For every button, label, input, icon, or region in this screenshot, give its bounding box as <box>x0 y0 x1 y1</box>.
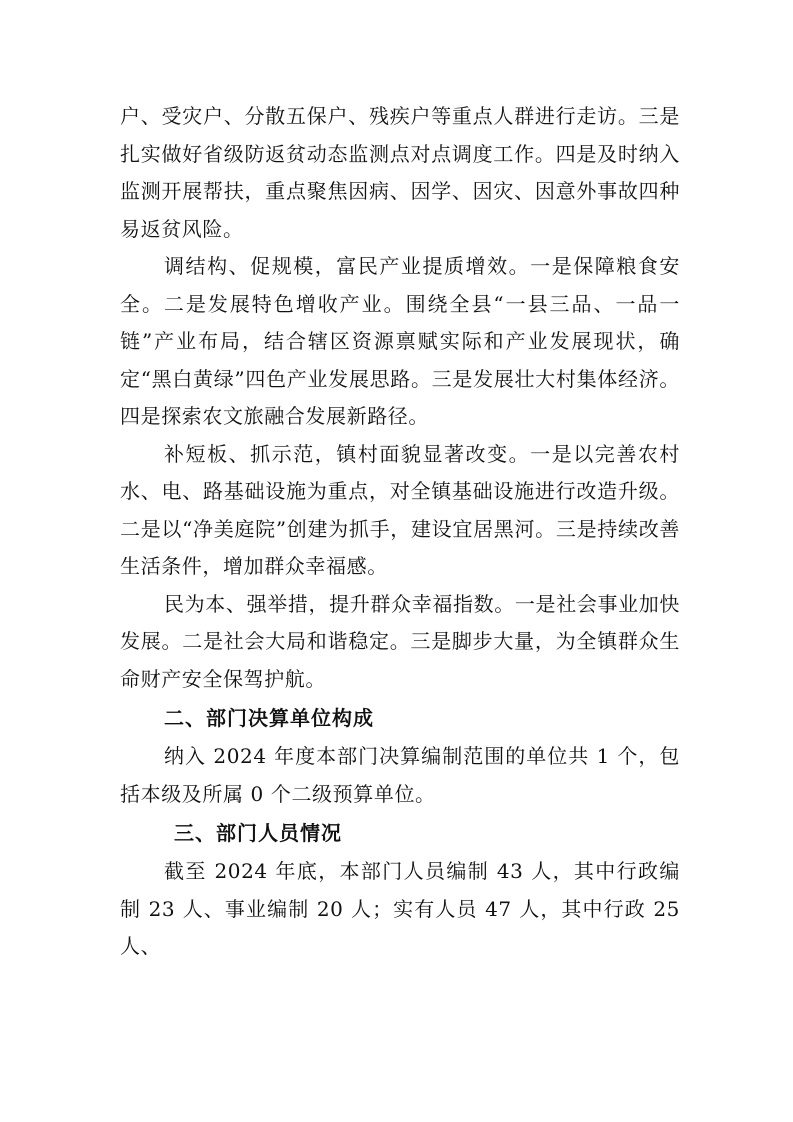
document-page <box>120 98 680 966</box>
paragraph-unit-composition: 纳入 2024 年度本部门决算编制范围的单位共 1 个，包括本级及所属 0 个二级预算单位。 <box>120 744 680 806</box>
section-heading-staffing: 三、部门人员情况 <box>174 821 342 845</box>
paragraph-poverty-monitoring: 户、受灾户、分散五保户、残疾户等重点人群进行走访。三是扎实做好省级防返贫动态监测点对点调度工作。四是及时纳入监测开展帮扶，重点聚焦因病、因学、因灾、因意外事故四种易返贫风险。 <box>120 104 680 241</box>
paragraph-industry: 调结构、促规模，富民产业提质增效。一是保障粮食安全。二是发展特色增收产业。围绕全县“一县三品、一品一链”产业布局，结合辖区资源禀赋实际和产业发展现状，确定“黑白黄绿”四色产业发展思路。三是发展壮大村集体经济。四是探索农文旅融合发展新路径。 <box>120 254 680 428</box>
paragraph-livelihood: 民为本、强举措，提升群众幸福指数。一是社会事业加快发展。二是社会大局和谐稳定。三是脚步大量，为全镇群众生命财产安全保驾护航。 <box>120 591 680 691</box>
paragraph-staffing: 截至 2024 年底，本部门人员编制 43 人，其中行政编制 23 人、事业编制 20 人；实有人员 47 人，其中行政 25 人、 <box>120 859 680 958</box>
paragraph-infrastructure: 补短板、抓示范，镇村面貌显著改变。一是以完善农村水、电、路基础设施为重点，对全镇基础设施进行改造升级。二是以“净美庭院”创建为抓手，建设宜居黑河。三是持续改善生活条件，增加群众幸福感。 <box>120 441 680 578</box>
section-heading-unit-composition: 二、部门决算单位构成 <box>164 706 374 730</box>
